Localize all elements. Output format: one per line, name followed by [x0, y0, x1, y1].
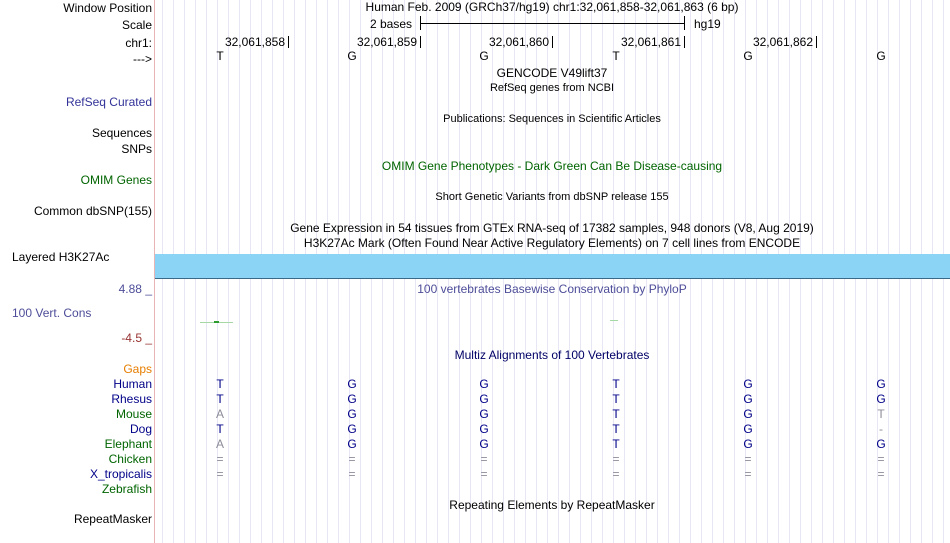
alignment-base: = [744, 467, 752, 481]
reference-base: G [347, 49, 357, 63]
phylop-max-label: 4.88 _ [118, 282, 152, 296]
h3k27-signal[interactable] [155, 254, 950, 279]
alignment-base: = [612, 467, 620, 481]
phylop-title: 100 vertebrates Basewise Conservation by PhyloP [417, 282, 687, 296]
repeatmasker-title: Repeating Elements by RepeatMasker [449, 498, 655, 512]
ruler-tick [684, 36, 685, 48]
alignment-base: T [612, 392, 620, 406]
phylop-score-1-peak [214, 321, 219, 323]
alignment-base: - [879, 422, 883, 436]
alignment-base: G [347, 377, 357, 391]
alignment-base: G [347, 422, 357, 436]
reference-base: T [612, 49, 620, 63]
scale-label: Scale [121, 18, 152, 32]
alignment-base: = [877, 467, 885, 481]
alignment-base: G [876, 377, 886, 391]
strand-label[interactable]: ---> [133, 52, 152, 66]
alignment-base: T [612, 377, 620, 391]
refseq-title: RefSeq genes from NCBI [489, 82, 615, 94]
scale-bar-right-cap [684, 16, 685, 30]
species-label[interactable]: Chicken [108, 452, 152, 466]
ruler-position-label: 32,061,861 [620, 35, 681, 49]
species-label[interactable]: Rhesus [111, 392, 152, 406]
alignment-base: G [743, 377, 753, 391]
dbsnp-title: Short Genetic Variants from dbSNP release 155 [435, 191, 669, 203]
snps-label[interactable]: SNPs [121, 142, 152, 156]
alignment-base: T [877, 407, 885, 421]
alignment-base: T [612, 422, 620, 436]
ruler-position-label: 32,061,859 [356, 35, 417, 49]
ruler-position-label: 32,061,858 [224, 35, 285, 49]
window-position-text: Human Feb. 2009 (GRCh37/hg19) chr1:32,061,858-32,061,863 (6 bp) [365, 0, 739, 14]
ruler-tick [288, 36, 289, 48]
alignment-base: T [216, 377, 224, 391]
dbsnp-label[interactable]: Common dbSNP(155) [33, 204, 152, 218]
omim-label[interactable]: OMIM Genes [80, 173, 152, 187]
alignment-base: = [216, 452, 224, 466]
scale-bases: 2 bases [370, 17, 413, 31]
alignment-base: G [876, 437, 886, 451]
chrom-label: chr1: [125, 36, 152, 50]
gencode-title: GENCODE V49lift37 [496, 66, 608, 80]
alignment-base: T [612, 437, 620, 451]
alignment-base: G [479, 422, 489, 436]
reference-base: T [216, 49, 224, 63]
track-image[interactable] [155, 0, 950, 543]
species-label[interactable]: Human [113, 377, 152, 391]
alignment-base: T [216, 422, 224, 436]
species-label[interactable]: Zebrafish [101, 482, 152, 496]
scale-assembly: hg19 [694, 17, 721, 31]
alignment-base: G [347, 392, 357, 406]
phylop-score-4 [610, 320, 618, 321]
alignment-base: = [480, 467, 488, 481]
species-label[interactable]: Dog [129, 422, 152, 436]
alignment-base: G [743, 407, 753, 421]
ruler-tick [420, 36, 421, 48]
alignment-base: = [480, 452, 488, 466]
ruler-tick [816, 36, 817, 48]
alignment-base: = [612, 452, 620, 466]
alignment-base: = [216, 467, 224, 481]
alignment-base: A [215, 407, 225, 421]
alignment-base: G [479, 407, 489, 421]
refseq-label[interactable]: RefSeq Curated [65, 95, 152, 109]
ruler-tick [552, 36, 553, 48]
scale-bar-left-cap [420, 16, 421, 30]
reference-base: G [743, 49, 753, 63]
alignment-base: A [215, 437, 225, 451]
reference-base: G [479, 49, 489, 63]
alignment-base: G [743, 422, 753, 436]
species-label[interactable]: Elephant [104, 437, 152, 451]
h3k27-title: H3K27Ac Mark (Often Found Near Active Regulatory Elements) on 7 cell lines from ENCODE [303, 236, 801, 250]
phylop-min-label: -4.5 _ [121, 331, 152, 345]
alignment-base: G [876, 392, 886, 406]
window-position-label: Window Position [63, 1, 152, 15]
alignment-base: = [348, 452, 356, 466]
track-labels [0, 0, 152, 543]
alignment-base: G [743, 437, 753, 451]
publications-title: Publications: Sequences in Scientific Articles [443, 113, 661, 125]
alignment-base: T [612, 407, 620, 421]
alignment-base: G [347, 407, 357, 421]
ruler-position-label: 32,061,860 [488, 35, 549, 49]
alignment-base: G [479, 377, 489, 391]
alignment-base: G [479, 392, 489, 406]
gaps-label[interactable]: Gaps [123, 362, 152, 376]
species-label[interactable]: Mouse [115, 407, 152, 421]
reference-base: G [876, 49, 886, 63]
alignment-base: = [744, 452, 752, 466]
alignment-base: G [347, 437, 357, 451]
repeatmasker-label[interactable]: RepeatMasker [73, 512, 152, 526]
ruler-position-label: 32,061,862 [752, 35, 813, 49]
species-label[interactable]: X_tropicalis [89, 467, 152, 481]
alignment-base: G [743, 392, 753, 406]
gtex-title: Gene Expression in 54 tissues from GTEx RNA-seq of 17382 samples, 948 donors (V8, Aug 2019) [290, 221, 814, 235]
scale-bar [420, 23, 685, 24]
alignment-base: = [348, 467, 356, 481]
alignment-base: G [479, 437, 489, 451]
multiz-title: Multiz Alignments of 100 Vertebrates [454, 348, 650, 362]
h3k27-label[interactable]: Layered H3K27Ac [12, 250, 110, 264]
omim-title: OMIM Gene Phenotypes - Dark Green Can Be Disease-causing [381, 159, 723, 173]
sequences-label[interactable]: Sequences [91, 126, 152, 140]
alignment-base: T [216, 392, 224, 406]
alignment-base: = [877, 452, 885, 466]
phylop-label[interactable]: 100 Vert. Cons [12, 306, 92, 320]
